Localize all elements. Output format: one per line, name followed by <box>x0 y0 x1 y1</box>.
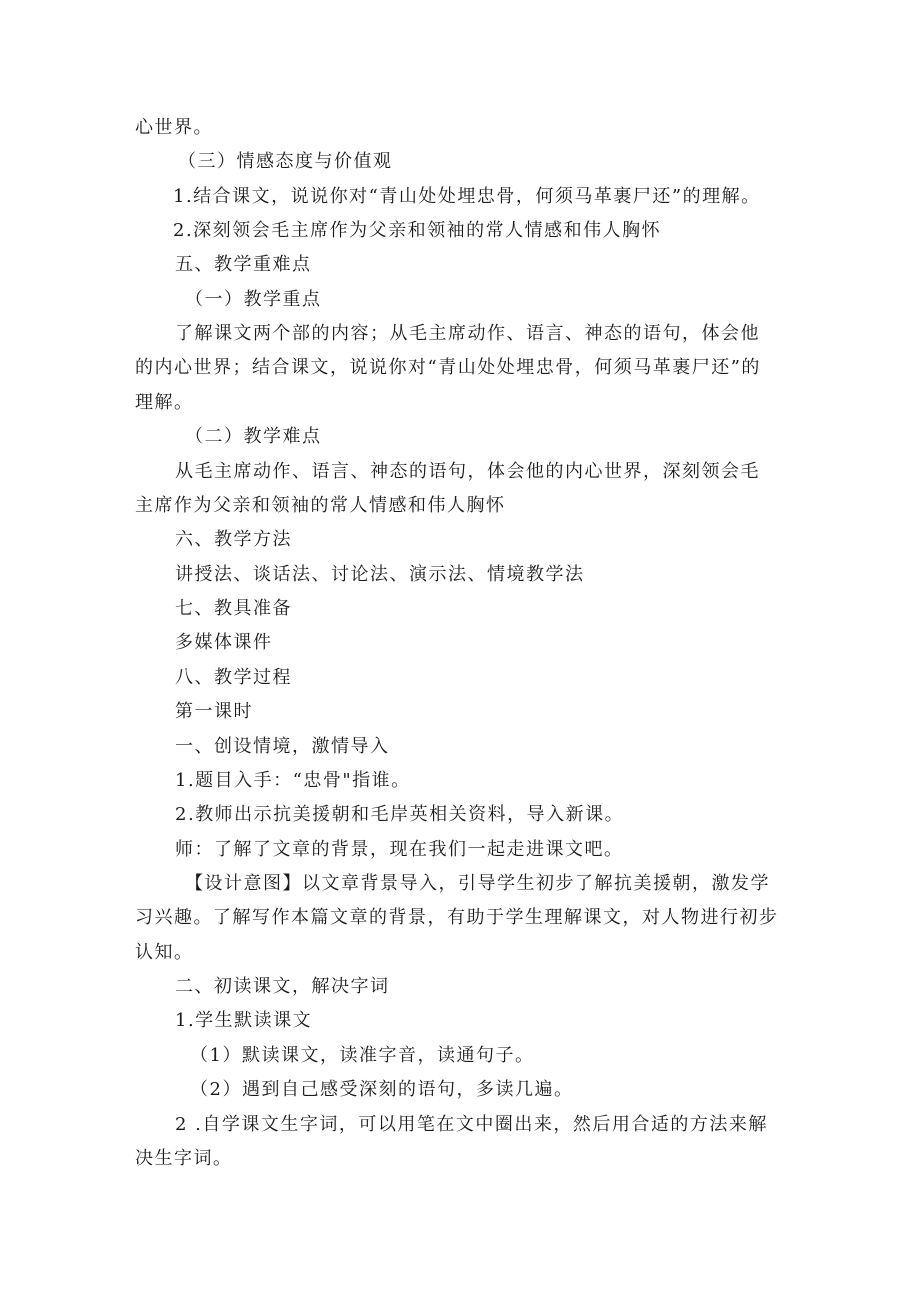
list-item: 2 .自学课文生字词，可以用笔在文中圈出来，然后用合适的方法来解 <box>175 1114 768 1135</box>
list-item: 1.学生默读课文 <box>175 1010 313 1031</box>
design-intent-line: 【设计意图】以文章背景导入，引导学生初步了解抗美援朝，激发学 <box>185 873 770 894</box>
paragraph-line: 讲授法、谈话法、讨论法、演示法、情境教学法 <box>175 564 585 585</box>
section-heading: 七、教具准备 <box>175 598 292 619</box>
section-heading: 六、教学方法 <box>175 529 292 550</box>
step-heading: 二、初读课文，解决字词 <box>175 976 390 997</box>
sub-list-item: （1）默读课文，读准字音，读通句子。 <box>190 1045 535 1066</box>
lesson-heading: 第一课时 <box>175 701 253 722</box>
paragraph-line: 认知。 <box>135 942 194 963</box>
paragraph-line: 多媒体课件 <box>175 632 273 653</box>
paragraph-line: 理解。 <box>135 392 194 413</box>
step-heading: 一、创设情境，激情导入 <box>175 736 390 757</box>
list-item: 2.教师出示抗美援朝和毛岸英相关资料，导入新课。 <box>175 804 625 825</box>
paragraph-line: 的内心世界；结合课文，说说你对“青山处处埋忠骨，何须马革裹尸还”的 <box>135 357 761 378</box>
paragraph-line: 师：了解了文章的背景，现在我们一起走进课文吧。 <box>175 839 624 860</box>
section-heading: 五、教学重难点 <box>175 254 312 275</box>
section-heading: （三）情感态度与价值观 <box>178 151 393 172</box>
paragraph-line: 主席作为父亲和领袖的常人情感和伟人胸怀 <box>135 495 506 516</box>
list-item: 2.深刻领会毛主席作为父亲和领袖的常人情感和伟人胸怀 <box>173 220 662 241</box>
paragraph-line: 决生字词。 <box>135 1148 233 1169</box>
list-item: 1.结合课文，说说你对“青山处处埋忠骨，何须马革裹尸还”的理解。 <box>173 186 761 207</box>
subsection-heading: （二）教学难点 <box>185 426 322 447</box>
list-item: 1.题目入手：“忠骨"指谁。 <box>175 770 411 791</box>
subsection-heading: （一）教学重点 <box>185 289 322 310</box>
paragraph-line: 从毛主席动作、语言、神态的语句，体会他的内心世界，深刻领会毛 <box>175 461 760 482</box>
text-line: 心世界。 <box>135 117 213 138</box>
section-heading: 八、教学过程 <box>175 667 292 688</box>
paragraph-line: 习兴趣。了解写作本篇文章的背景，有助于学生理解课文，对人物进行初步 <box>135 907 779 928</box>
paragraph-line: 了解课文两个部的内容；从毛主席动作、语言、神态的语句，体会他 <box>175 323 760 344</box>
sub-list-item: （2）遇到自己感受深刻的语句，多读几遍。 <box>190 1079 574 1100</box>
